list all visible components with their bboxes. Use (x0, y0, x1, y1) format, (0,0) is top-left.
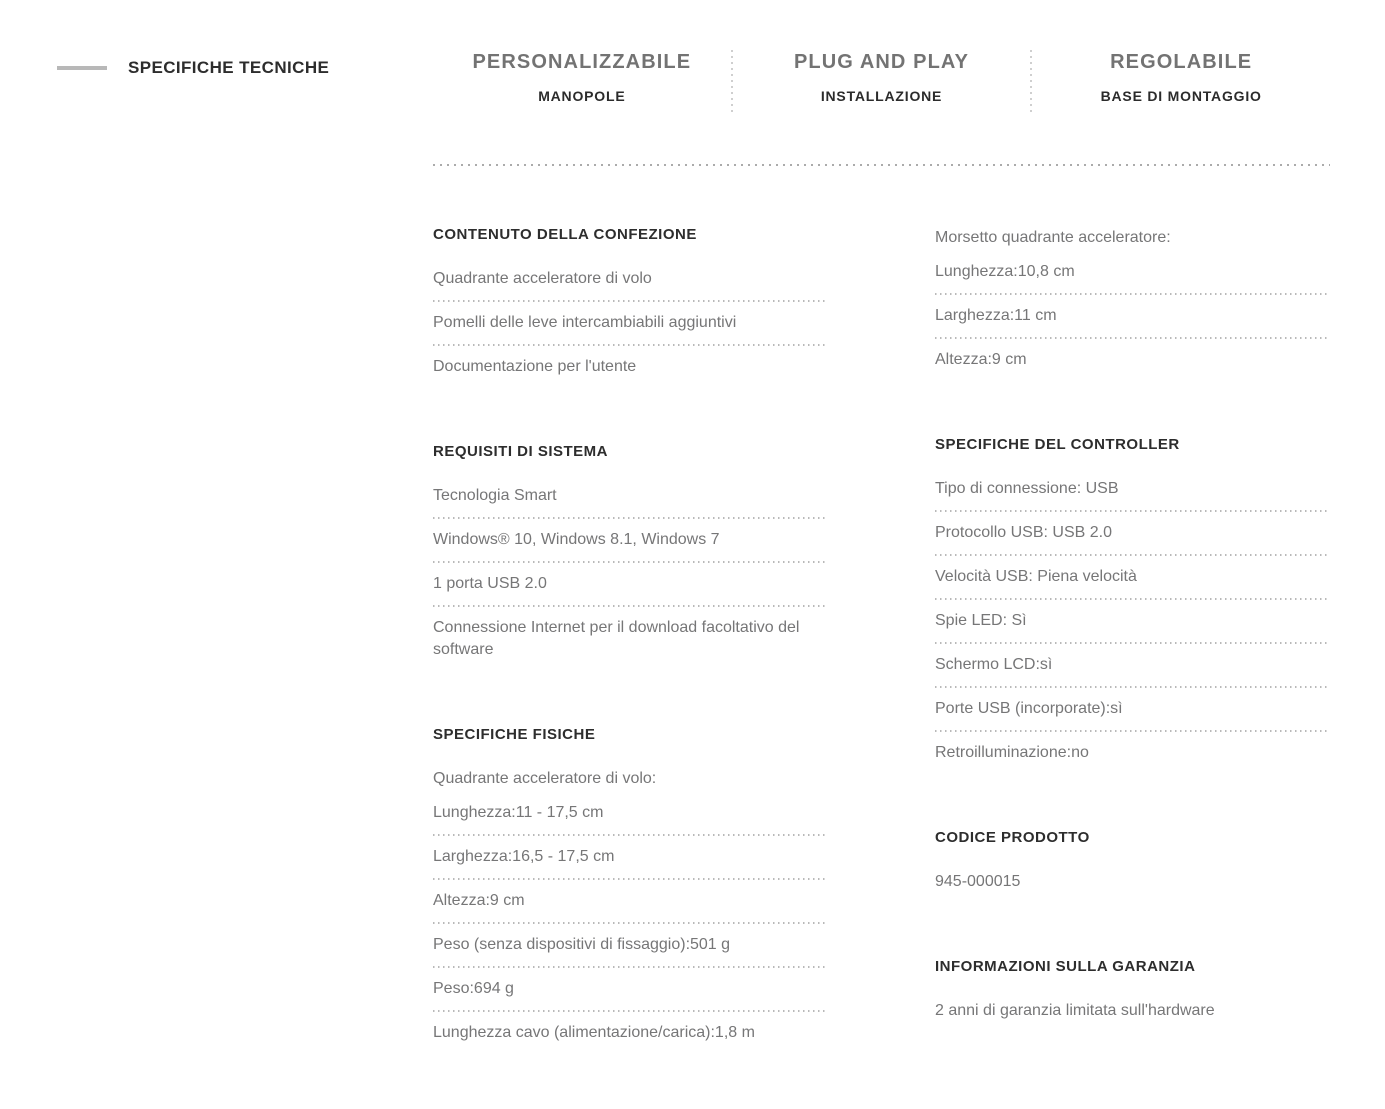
tab-regolabile[interactable] (1032, 50, 1330, 116)
tab-plug-and-play[interactable] (733, 50, 1031, 116)
spec-section (935, 958, 1328, 1032)
spec-item: Larghezza:11 cm (935, 307, 1057, 324)
spec-section (433, 726, 828, 1054)
spec-section (935, 226, 1328, 381)
section-heading: INFORMAZIONI SULLA GARANZIA (935, 958, 1196, 975)
spec-item: Velocità USB: Piena velocità (935, 568, 1137, 585)
spec-item: Larghezza:16,5 - 17,5 cm (433, 848, 615, 865)
spec-grid (433, 226, 1330, 1054)
spec-section (433, 226, 828, 388)
spec-column-right (935, 226, 1328, 1054)
spec-section (433, 443, 828, 671)
spec-item: Lunghezza:11 - 17,5 cm (433, 804, 604, 821)
spec-item: Altezza:9 cm (935, 351, 1027, 368)
section-heading: CODICE PRODOTTO (935, 829, 1090, 846)
tab-title: PLUG AND PLAY (793, 51, 970, 73)
spec-item: Altezza:9 cm (433, 892, 525, 909)
spec-item: Lunghezza cavo (alimentazione/carica):1,8 m (433, 1024, 755, 1041)
section-heading: SPECIFICHE FISICHE (433, 726, 596, 743)
spec-item: Peso (senza dispositivi di fissaggio):501 g (433, 936, 731, 953)
label-dash-icon (57, 66, 107, 70)
section-label (57, 58, 329, 78)
tab-title: REGOLABILE (1110, 51, 1253, 73)
spec-item: 2 anni di garanzia limitata sull'hardware (935, 1002, 1215, 1019)
tab-subtitle: INSTALLAZIONE (820, 88, 943, 104)
spec-item: Peso:694 g (433, 980, 514, 997)
tab-personalizzabile[interactable] (433, 50, 731, 116)
spec-item: Protocollo USB: USB 2.0 (935, 524, 1112, 541)
spec-item: Tecnologia Smart (433, 487, 557, 504)
spec-item: Tipo di connessione: USB (935, 480, 1119, 497)
section-heading: SPECIFICHE DEL CONTROLLER (935, 436, 1180, 453)
spec-item: Quadrante acceleratore di volo (433, 270, 652, 287)
spec-section (935, 829, 1328, 903)
section-heading: CONTENUTO DELLA CONFEZIONE (433, 226, 697, 243)
content-area (433, 0, 1330, 1054)
spec-item: Connessione Internet per il download facoltativo del software (433, 619, 800, 658)
spec-item: Spie LED: Sì (935, 612, 1027, 629)
spec-item: Pomelli delle leve intercambiabili aggiuntivi (433, 314, 737, 331)
spec-intro: Quadrante acceleratore di volo: (433, 770, 657, 787)
feature-tabs (433, 50, 1330, 116)
tab-subtitle: BASE DI MONTAGGIO (1100, 88, 1262, 104)
column-gutter (828, 226, 935, 1054)
section-heading: REQUISITI DI SISTEMA (433, 443, 609, 460)
spec-item: Lunghezza:10,8 cm (935, 263, 1075, 280)
spec-section (935, 436, 1328, 774)
spec-item: Retroilluminazione:no (935, 744, 1089, 761)
spec-item: Windows® 10, Windows 8.1, Windows 7 (433, 531, 720, 548)
spec-item: 945-000015 (935, 873, 1021, 890)
spec-item: Porte USB (incorporate):sì (935, 700, 1123, 717)
spec-intro: Morsetto quadrante acceleratore: (935, 229, 1171, 246)
spec-item: 1 porta USB 2.0 (433, 575, 547, 592)
spec-column-left (433, 226, 828, 1054)
spec-item: Documentazione per l'utente (433, 358, 637, 375)
spec-item: Schermo LCD:sì (935, 656, 1053, 673)
tab-subtitle: MANOPOLE (538, 88, 626, 104)
page-title: SPECIFICHE TECNICHE (128, 58, 330, 77)
tab-title: PERSONALIZZABILE (472, 51, 692, 73)
horizontal-dotted-rule (433, 164, 1330, 166)
